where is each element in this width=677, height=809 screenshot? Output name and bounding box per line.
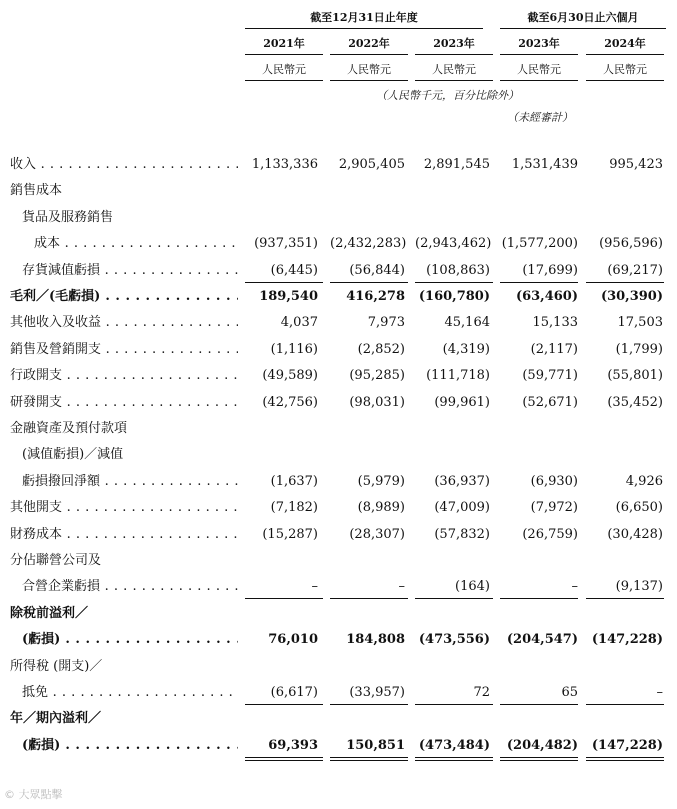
row-label: 分佔聯營公司及 bbox=[10, 553, 102, 568]
row-value: 189,540 bbox=[259, 289, 318, 304]
row-value: (36,937) bbox=[434, 473, 490, 489]
row-underline bbox=[586, 704, 664, 705]
row-value: (9,137) bbox=[615, 579, 663, 595]
row-label: 其他開支 . . . bbox=[10, 495, 238, 521]
row-value: (8,989) bbox=[357, 500, 405, 516]
row-value: (2,117) bbox=[530, 341, 578, 357]
header-rule-half-year bbox=[500, 28, 666, 29]
table-row bbox=[0, 522, 677, 548]
row-underline bbox=[415, 598, 493, 599]
row-value: (59,771) bbox=[522, 368, 578, 384]
header-currency-col-1: 人民幣元 bbox=[347, 63, 391, 76]
row-label: 財務成本 . . . bbox=[10, 522, 238, 548]
row-underline bbox=[245, 757, 323, 758]
row-label: 銷售成本 bbox=[10, 183, 63, 199]
row-value: 72 bbox=[473, 685, 490, 700]
table-row bbox=[0, 469, 677, 495]
row-value: (6,445) bbox=[270, 262, 318, 278]
row-value: 150,851 bbox=[346, 737, 405, 753]
row-value: 4,926 bbox=[625, 473, 663, 489]
header-year-rule-1 bbox=[330, 54, 408, 55]
row-value: (28,307) bbox=[349, 526, 405, 542]
header-year-col-3: 2023年 bbox=[518, 37, 560, 50]
table-row bbox=[0, 152, 677, 178]
row-value: 15,133 bbox=[532, 315, 578, 331]
header-year-rule-4 bbox=[586, 54, 664, 55]
row-value: 2,891,545 bbox=[423, 157, 490, 172]
row-value: (5,979) bbox=[357, 473, 405, 489]
table-row bbox=[0, 390, 677, 416]
row-value: (47,009) bbox=[434, 500, 490, 516]
row-underline bbox=[330, 704, 408, 705]
row-value: (63,460) bbox=[515, 289, 578, 304]
row-label: 所得稅 (開支)／ bbox=[10, 658, 103, 674]
row-double-underline bbox=[245, 760, 323, 761]
row-value: (7,972) bbox=[530, 500, 578, 516]
row-label: (減值虧損)／減值 bbox=[22, 447, 124, 463]
row-underline bbox=[330, 757, 408, 758]
row-value: (204,547) bbox=[506, 632, 578, 648]
row-underline bbox=[245, 704, 323, 705]
row-value: (52,671) bbox=[522, 394, 578, 410]
row-value: (204,482) bbox=[506, 737, 578, 753]
row-value: (937,351) bbox=[254, 236, 318, 252]
row-value: 995,423 bbox=[609, 157, 663, 172]
row-label: (虧損) . . . bbox=[22, 733, 238, 759]
table-row bbox=[0, 284, 677, 310]
row-underline bbox=[330, 598, 408, 599]
row-value: 65 bbox=[561, 685, 578, 700]
row-value: – bbox=[571, 579, 578, 595]
row-double-underline bbox=[330, 760, 408, 761]
row-value: (95,285) bbox=[349, 368, 405, 384]
header-year-rule-3 bbox=[500, 54, 578, 55]
header-currency-rule-4 bbox=[586, 80, 664, 81]
header-year-rule-2 bbox=[415, 54, 493, 55]
row-value: 76,010 bbox=[268, 632, 318, 648]
row-value: (42,756) bbox=[262, 394, 318, 410]
row-value: – bbox=[656, 685, 663, 700]
row-label: 貨品及服務銷售 bbox=[22, 209, 114, 225]
row-underline bbox=[500, 282, 578, 283]
table-row bbox=[0, 363, 677, 389]
row-value: (1,637) bbox=[270, 473, 318, 489]
row-label: 金融資產及預付款項 bbox=[10, 421, 128, 436]
table-row bbox=[0, 548, 677, 574]
row-value: (473,484) bbox=[418, 737, 490, 753]
row-label: 行政開支 . . . bbox=[10, 363, 238, 389]
row-value: (6,930) bbox=[530, 473, 578, 489]
row-label: 年／期內溢利／ bbox=[10, 711, 102, 727]
row-value: 1,531,439 bbox=[511, 157, 578, 172]
row-double-underline bbox=[586, 760, 664, 761]
header-currency-rule-3 bbox=[500, 80, 578, 81]
row-value: – bbox=[398, 579, 405, 595]
header-rule-fiscal-year bbox=[245, 28, 483, 29]
row-underline bbox=[500, 757, 578, 758]
row-underline bbox=[245, 598, 323, 599]
table-row bbox=[0, 601, 677, 627]
row-underline bbox=[415, 704, 493, 705]
table-row bbox=[0, 654, 677, 680]
row-value: 69,393 bbox=[268, 737, 318, 753]
row-value: (35,452) bbox=[607, 394, 663, 410]
row-value: (26,759) bbox=[522, 526, 578, 542]
table-row bbox=[0, 680, 677, 706]
row-label: 毛利／(毛虧損) . . . bbox=[10, 284, 238, 310]
table-row bbox=[0, 205, 677, 231]
row-value: (111,718) bbox=[426, 368, 490, 384]
row-value: (30,428) bbox=[607, 526, 663, 542]
row-value: 416,278 bbox=[346, 289, 405, 304]
row-underline bbox=[415, 282, 493, 283]
row-label: 虧損撥回淨額 . . . bbox=[22, 469, 238, 495]
header-year-col-2: 2023年 bbox=[433, 37, 475, 50]
row-value: (147,228) bbox=[591, 632, 663, 648]
header-currency-col-4: 人民幣元 bbox=[603, 63, 647, 76]
header-currency-rule-0 bbox=[245, 80, 323, 81]
row-value: 184,808 bbox=[346, 632, 405, 648]
header-currency-col-3: 人民幣元 bbox=[517, 63, 561, 76]
row-underline bbox=[500, 704, 578, 705]
row-double-underline bbox=[415, 760, 493, 761]
header-year-col-1: 2022年 bbox=[348, 37, 390, 50]
table-row bbox=[0, 337, 677, 363]
row-value: (147,228) bbox=[591, 737, 663, 753]
table-row bbox=[0, 442, 677, 468]
row-value: 45,164 bbox=[444, 315, 490, 331]
table-row bbox=[0, 416, 677, 442]
table-row bbox=[0, 495, 677, 521]
row-label: 抵免 . . . bbox=[22, 680, 238, 706]
row-value: (57,832) bbox=[434, 526, 490, 542]
header-currency-rule-1 bbox=[330, 80, 408, 81]
header-currency-col-0: 人民幣元 bbox=[262, 63, 306, 76]
row-value: 1,133,336 bbox=[251, 157, 318, 172]
row-value: (6,617) bbox=[270, 685, 318, 700]
row-underline bbox=[245, 282, 323, 283]
row-value: (1,577,200) bbox=[501, 236, 578, 252]
watermark: © 大眾點擊 bbox=[4, 788, 63, 801]
row-value: (6,650) bbox=[615, 500, 663, 516]
row-value: (7,182) bbox=[270, 500, 318, 516]
unaudited-note: （未經審計） bbox=[507, 111, 573, 124]
row-value: (473,556) bbox=[418, 632, 490, 648]
row-label: 研發開支 . . . bbox=[10, 390, 238, 416]
table-row bbox=[0, 178, 677, 204]
row-underline bbox=[586, 757, 664, 758]
row-value: (30,390) bbox=[600, 289, 663, 304]
row-value: (56,844) bbox=[349, 262, 405, 278]
row-label: 銷售及營銷開支 . . . bbox=[10, 337, 238, 363]
header-year-rule-0 bbox=[245, 54, 323, 55]
row-label: 存貨減值虧損 . . . bbox=[22, 258, 238, 284]
row-underline bbox=[586, 282, 664, 283]
row-value: 4,037 bbox=[280, 315, 318, 331]
row-label: 成本 . . . bbox=[34, 231, 238, 257]
row-underline bbox=[415, 757, 493, 758]
row-value: (108,863) bbox=[426, 262, 490, 278]
row-value: – bbox=[311, 579, 318, 595]
row-value: (4,319) bbox=[442, 341, 490, 357]
row-value: 7,973 bbox=[367, 315, 405, 331]
row-label: 除稅前溢利／ bbox=[10, 605, 89, 621]
row-label: 收入 . . . bbox=[10, 152, 238, 178]
row-label: (虧損) . . . bbox=[22, 627, 238, 653]
header-group-fiscal-year: 截至12月31日止年度 bbox=[310, 11, 418, 24]
row-underline bbox=[500, 598, 578, 599]
row-label: 其他收入及收益 . . . bbox=[10, 310, 238, 336]
row-double-underline bbox=[500, 760, 578, 761]
row-value: (2,943,462) bbox=[415, 236, 492, 252]
row-value: (15,287) bbox=[262, 526, 318, 542]
table-row bbox=[0, 627, 677, 653]
header-currency-rule-2 bbox=[415, 80, 493, 81]
row-value: (49,589) bbox=[262, 368, 318, 384]
table-row bbox=[0, 574, 677, 600]
header-year-col-0: 2021年 bbox=[263, 37, 305, 50]
table-row bbox=[0, 258, 677, 284]
row-value: (956,596) bbox=[599, 236, 663, 252]
unit-note: （人民幣千元，百分比除外） bbox=[376, 89, 519, 102]
header-group-half-year: 截至6月30日止六個月 bbox=[527, 11, 639, 24]
row-underline bbox=[586, 598, 664, 599]
row-value: (69,217) bbox=[607, 262, 663, 278]
row-value: 2,905,405 bbox=[338, 157, 405, 172]
row-value: (99,961) bbox=[434, 394, 490, 410]
row-underline bbox=[330, 282, 408, 283]
table-row bbox=[0, 310, 677, 336]
row-label: 合營企業虧損 . . . bbox=[22, 574, 238, 600]
header-year-col-4: 2024年 bbox=[604, 37, 646, 50]
header-currency-col-2: 人民幣元 bbox=[432, 63, 476, 76]
table-row bbox=[0, 231, 677, 257]
row-value: (55,801) bbox=[607, 368, 663, 384]
row-value: (2,852) bbox=[357, 341, 405, 357]
row-value: (1,799) bbox=[615, 341, 663, 357]
row-value: (33,957) bbox=[349, 685, 405, 700]
table-row bbox=[0, 706, 677, 732]
row-value: (98,031) bbox=[349, 394, 405, 410]
table-row bbox=[0, 733, 677, 759]
row-value: 17,503 bbox=[617, 315, 663, 331]
row-value: (164) bbox=[455, 579, 490, 595]
row-value: (160,780) bbox=[418, 289, 490, 304]
row-value: (2,432,283) bbox=[330, 236, 407, 252]
row-value: (1,116) bbox=[270, 341, 318, 357]
row-value: (17,699) bbox=[522, 262, 578, 278]
